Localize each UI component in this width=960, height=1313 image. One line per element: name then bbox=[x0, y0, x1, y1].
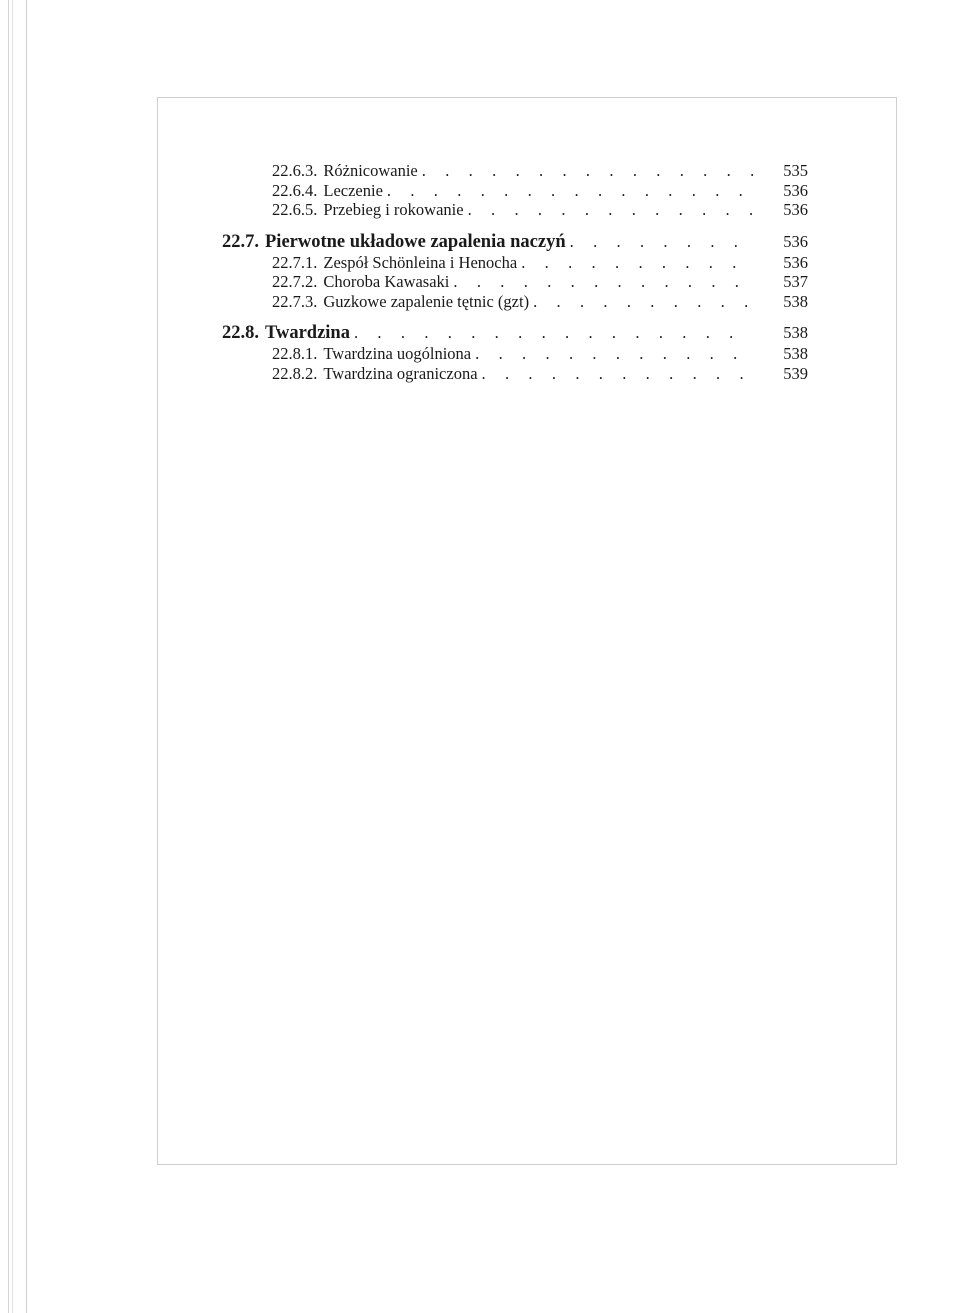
toc-entry bbox=[222, 200, 808, 220]
toc-entry bbox=[222, 161, 808, 181]
toc-entry-page: 536 bbox=[783, 200, 808, 219]
toc-entry-title: Twardzina bbox=[265, 323, 350, 343]
toc-dot-leader bbox=[387, 181, 753, 201]
toc-entry-number: 22.8.1. bbox=[272, 344, 318, 363]
toc-entry-title: Choroba Kawasaki bbox=[323, 272, 450, 291]
toc-entry-page: 537 bbox=[783, 272, 808, 291]
toc-entry bbox=[222, 272, 808, 292]
toc-dot-leader bbox=[453, 272, 753, 292]
toc-entry bbox=[222, 364, 808, 384]
toc-section-heading bbox=[222, 321, 808, 344]
toc-entry bbox=[222, 292, 808, 312]
toc-entry-number: 22.6.5. bbox=[272, 200, 318, 219]
toc-dot-leader bbox=[521, 253, 753, 273]
toc-entry-number: 22.8.2. bbox=[272, 363, 318, 383]
toc-dot-leader bbox=[422, 161, 753, 181]
toc-section-heading bbox=[222, 230, 808, 253]
toc-entry-page: 538 bbox=[783, 291, 808, 311]
toc-dot-leader bbox=[354, 321, 753, 344]
toc-dot-leader bbox=[533, 292, 753, 312]
toc-dot-leader bbox=[570, 230, 754, 253]
toc-entry-number: 22.7.3. bbox=[272, 291, 318, 311]
toc-entry-page: 538 bbox=[783, 323, 808, 342]
toc-entry-page: 538 bbox=[783, 344, 808, 363]
toc-entry-title: Leczenie bbox=[323, 180, 383, 200]
toc-dot-leader bbox=[482, 364, 754, 384]
toc-entry bbox=[222, 181, 808, 201]
toc-entry-title: Różnicowanie bbox=[323, 161, 418, 180]
toc-entry-page: 536 bbox=[783, 231, 808, 251]
toc-entry-number: 22.6.3. bbox=[272, 161, 318, 180]
toc-entry-number: 22.8. bbox=[222, 323, 259, 343]
toc-entry-number: 22.6.4. bbox=[272, 180, 318, 200]
toc-dot-leader bbox=[468, 200, 754, 220]
toc-entry-page: 536 bbox=[783, 252, 808, 272]
toc-entry-title: Przebieg i rokowanie bbox=[323, 200, 464, 219]
toc-entry-title: Guzkowe zapalenie tętnic (gzt) bbox=[323, 291, 530, 311]
toc-entry bbox=[222, 253, 808, 273]
scan-edge-line bbox=[26, 0, 27, 1313]
toc-entry-title: Pierwotne układowe zapalenia naczyń bbox=[265, 231, 566, 252]
toc-entry-number: 22.7.1. bbox=[272, 252, 318, 272]
toc-entry-title: Twardzina ograniczona bbox=[323, 363, 478, 383]
scan-edge-line bbox=[8, 0, 9, 1313]
toc-entry-page: 536 bbox=[783, 180, 808, 200]
toc-entry-title: Twardzina uogólniona bbox=[323, 344, 472, 363]
toc-entry-number: 22.7.2. bbox=[272, 272, 318, 291]
toc-entry bbox=[222, 344, 808, 364]
toc-entry-page: 535 bbox=[783, 161, 808, 180]
toc-entry-title: Zespół Schönleina i Henocha bbox=[323, 252, 518, 272]
toc-entry-number: 22.7. bbox=[222, 231, 259, 252]
scan-edge-line bbox=[12, 0, 13, 1313]
table-of-contents bbox=[222, 161, 808, 383]
toc-entry-page: 539 bbox=[783, 363, 808, 383]
toc-dot-leader bbox=[475, 344, 753, 364]
